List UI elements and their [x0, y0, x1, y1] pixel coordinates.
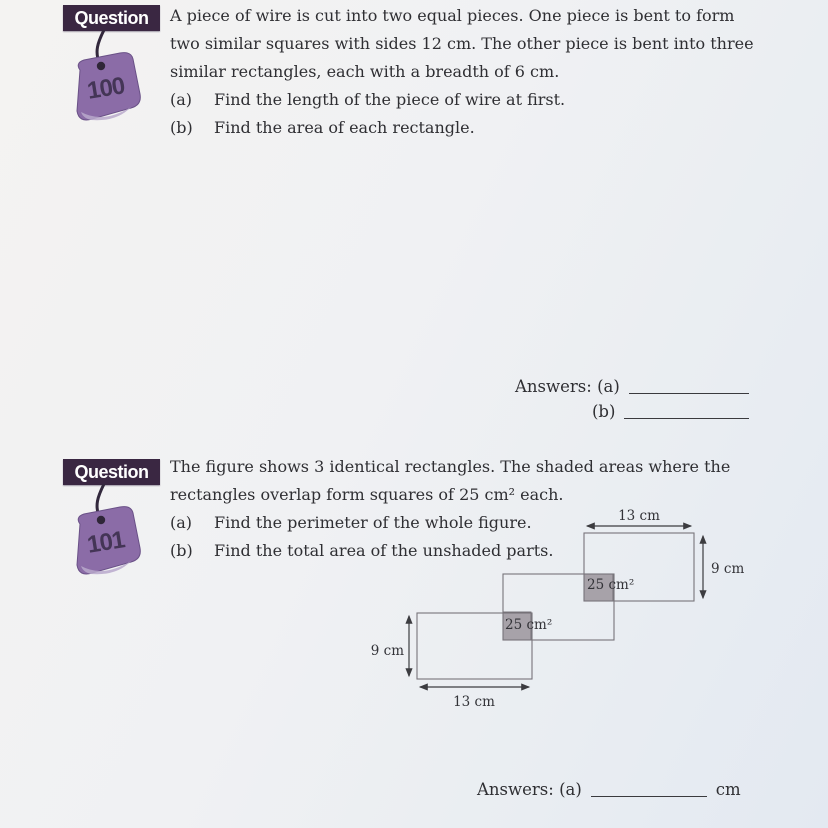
rectangles-figure	[370, 505, 750, 720]
item-label: (b)	[170, 541, 193, 560]
question-banner-101	[63, 459, 160, 485]
question-banner-label: Question	[74, 7, 149, 28]
item-label: (a)	[170, 90, 193, 109]
question-number: 100	[85, 72, 127, 105]
item-label: (b)	[170, 118, 193, 137]
question-101-line: The figure shows 3 identical rectangles. The shaded areas where the	[170, 457, 731, 476]
question-100-line: A piece of wire is cut into two equal pieces. One piece is bent to form	[170, 6, 735, 25]
question-number-tag-101	[58, 484, 148, 584]
item-text: Find the length of the piece of wire at first.	[214, 90, 566, 109]
answer-unit: cm	[715, 780, 741, 799]
bottom-width-label: 13 cm	[453, 694, 495, 710]
answers-q101	[477, 780, 741, 799]
answer-blank-a	[591, 783, 707, 797]
question-banner-label: Question	[74, 461, 149, 482]
question-101-line: rectangles overlap form squares of 25 cm² each.	[170, 485, 564, 504]
question-100-line: similar rectangles, each with a breadth of 6 cm.	[170, 62, 560, 81]
answer-blank-a	[629, 380, 749, 394]
question-100-item-b	[170, 114, 754, 142]
question-banner-100	[63, 5, 160, 31]
left-height-label: 9 cm	[370, 643, 404, 659]
question-100-line: two similar squares with sides 12 cm. The other piece is bent into three	[170, 34, 754, 53]
top-width-label: 13 cm	[618, 508, 660, 524]
overlap-area-label-top: 25 cm²	[587, 577, 635, 593]
question-number: 101	[85, 526, 127, 559]
answers-q100	[515, 377, 749, 421]
answers-b-label: (b)	[592, 402, 616, 421]
right-height-label: 9 cm	[711, 561, 745, 577]
answers-a-label: (a)	[559, 780, 582, 799]
item-text: Find the perimeter of the whole figure.	[214, 513, 532, 532]
question-100-item-a	[170, 86, 754, 114]
tag-hole	[97, 62, 105, 70]
item-text: Find the total area of the unshaded parts.	[214, 541, 554, 560]
answers-prefix: Answers:	[515, 377, 592, 396]
answers-row-b	[515, 402, 749, 421]
overlap-area-label-bottom: 25 cm²	[505, 617, 553, 633]
answers-prefix: Answers:	[477, 780, 554, 799]
answers-a-label: (a)	[597, 377, 620, 396]
answer-blank-b	[624, 405, 749, 419]
question-number-tag-100	[58, 30, 148, 130]
question-100-text	[170, 2, 754, 142]
item-text: Find the area of each rectangle.	[214, 118, 475, 137]
tag-hole	[97, 516, 105, 524]
answers-row-a	[515, 377, 749, 396]
item-label: (a)	[170, 513, 193, 532]
